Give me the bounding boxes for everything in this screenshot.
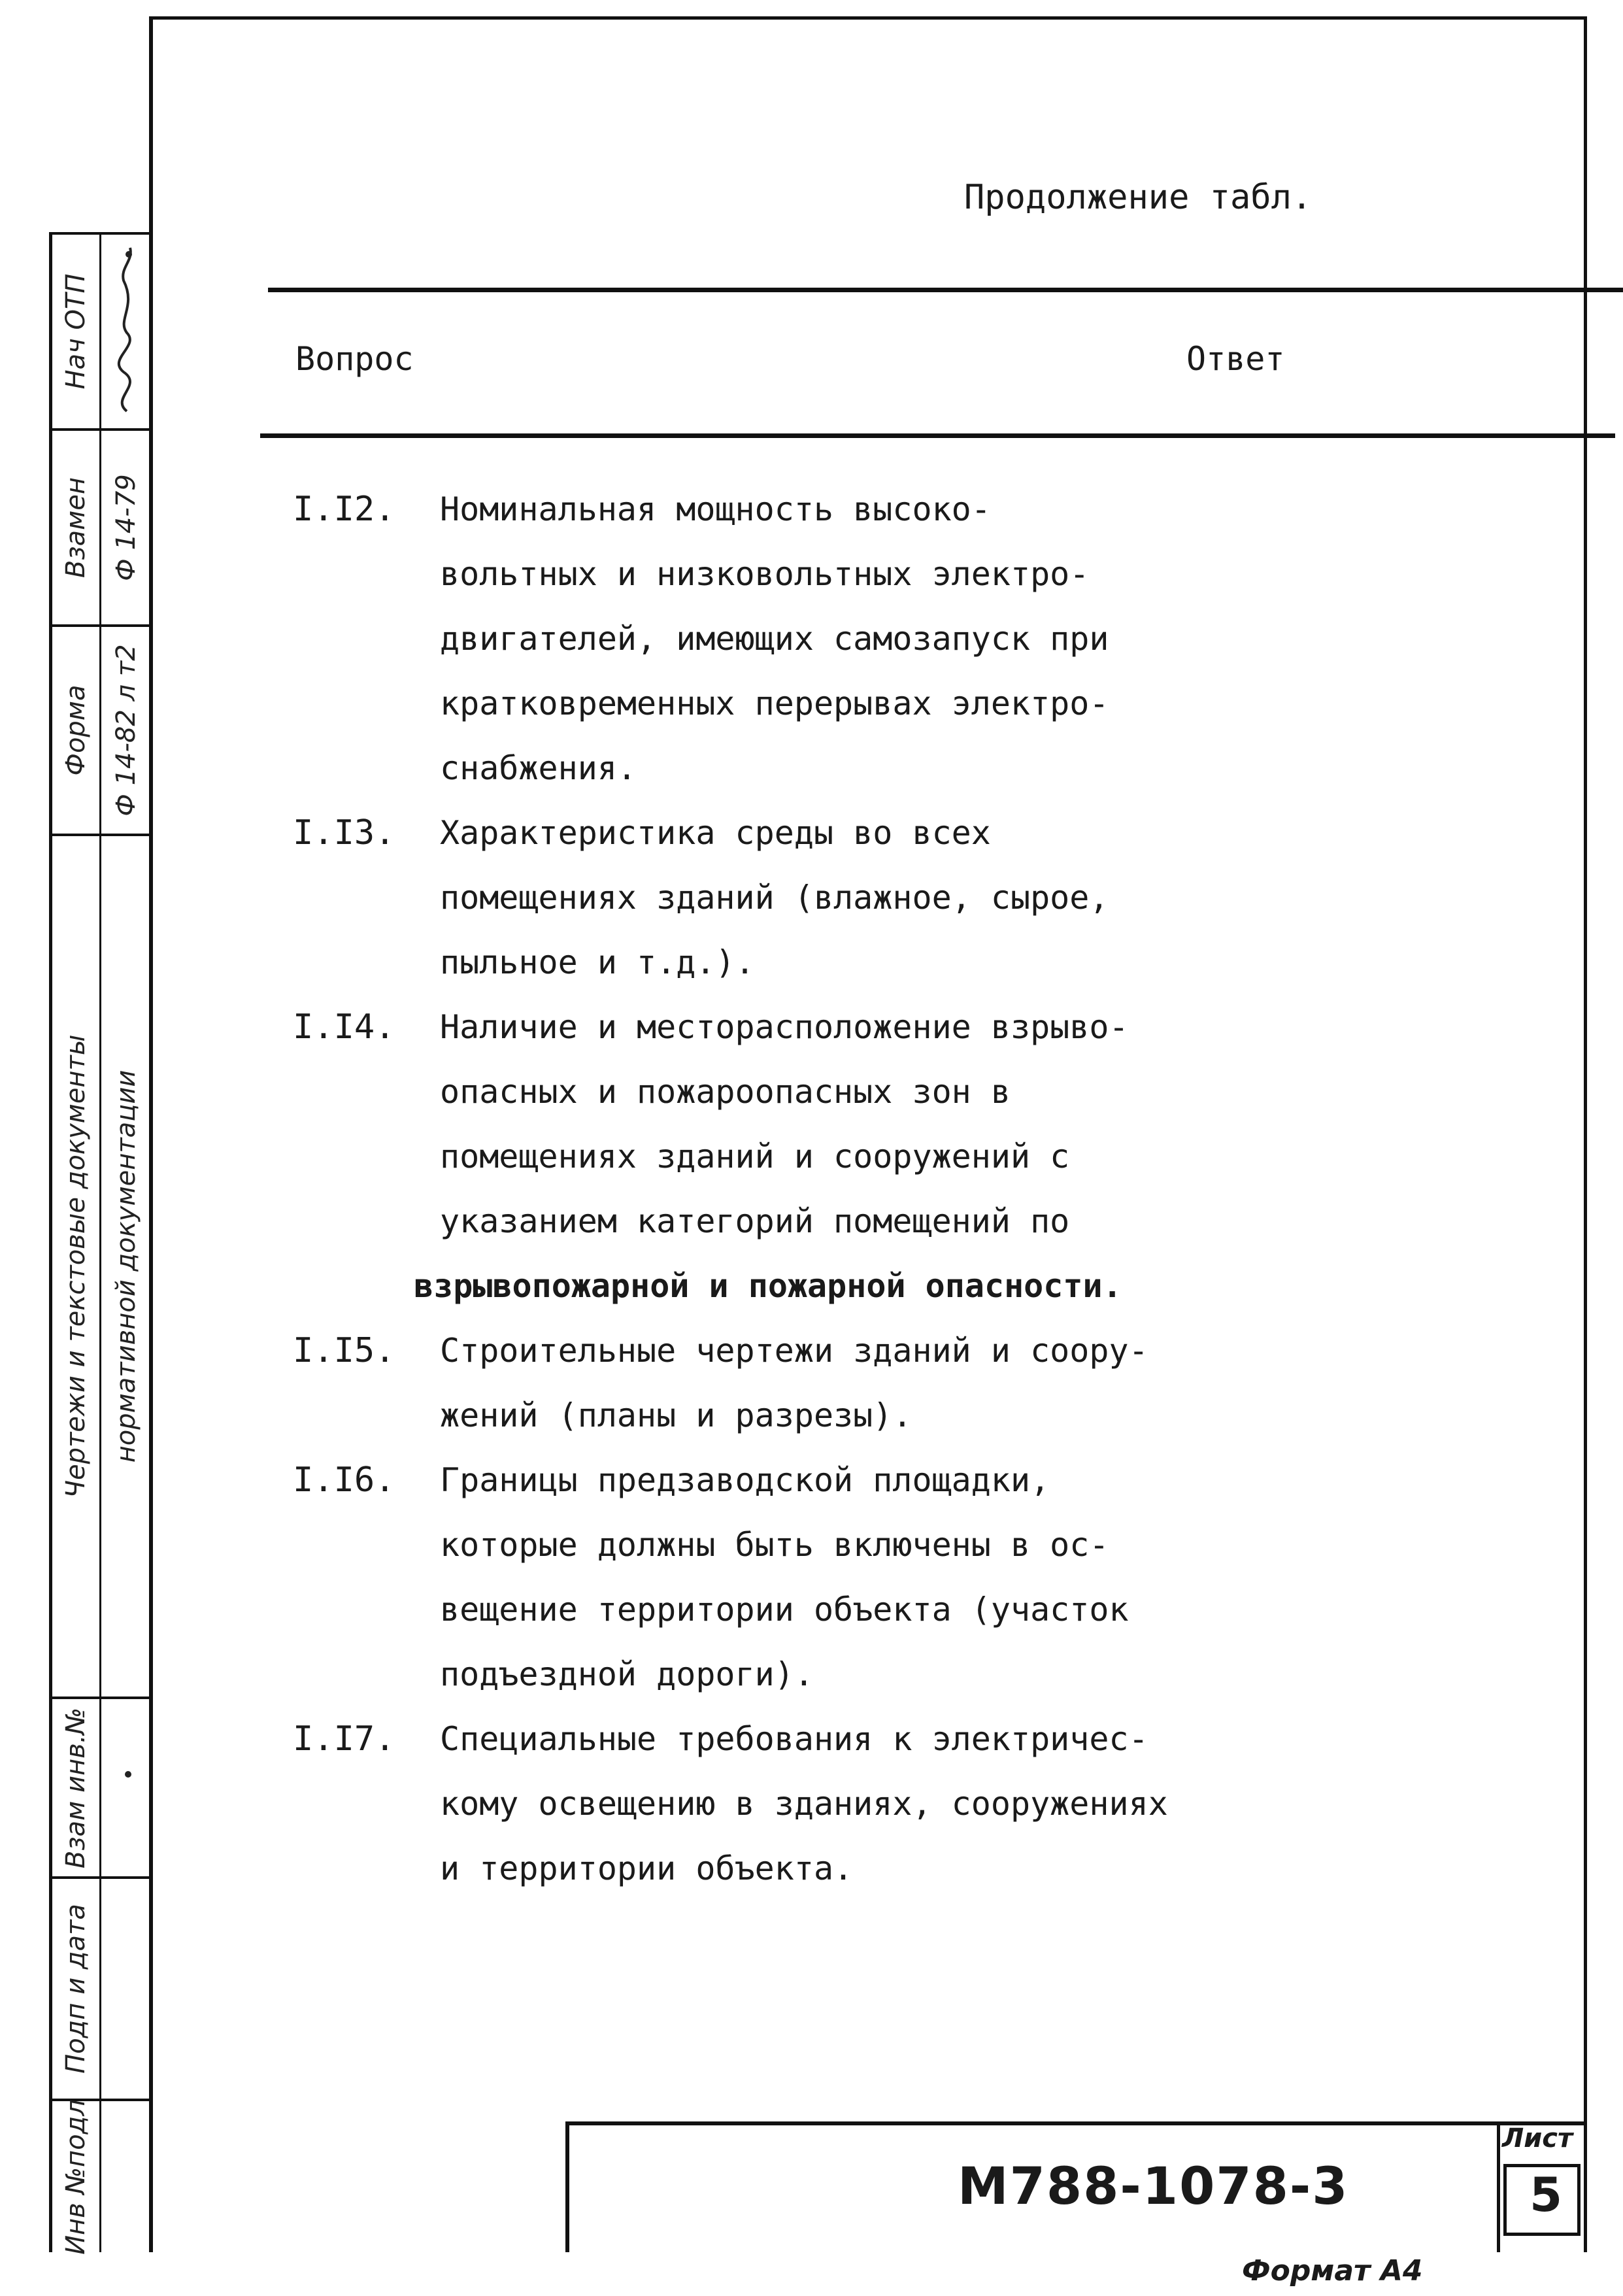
item-line: подъездной дороги). — [440, 1655, 814, 1693]
item-line: кому освещению в зданиях, сооружениях — [440, 1785, 1168, 1823]
list-item — [293, 1707, 1469, 1901]
item-line: Наличие и месторасположение взрыво- — [440, 1008, 1129, 1046]
side-label: нормативной документации — [110, 1070, 141, 1463]
item-text — [440, 1707, 1469, 1901]
item-line: указанием категорий помещений по — [440, 1202, 1070, 1240]
item-number: I.I2. — [293, 490, 395, 529]
continuation-caption: Продолжение табл. — [964, 178, 1313, 217]
item-line: которые должны быть включены в ос- — [440, 1526, 1109, 1564]
side-cell — [52, 2099, 101, 2255]
side-label: Нач ОТП — [61, 273, 91, 390]
item-line: Характеристика среды во всех — [440, 814, 991, 852]
item-line: Номинальная мощность высоко- — [440, 490, 991, 528]
item-line: пыльное и т.д.). — [440, 943, 755, 981]
side-cell — [101, 1876, 152, 2099]
item-number: I.I6. — [293, 1460, 395, 1500]
item-text — [440, 801, 1469, 995]
item-text — [440, 1448, 1469, 1707]
item-line: помещениях зданий (влажное, сырое, — [440, 879, 1109, 917]
side-label: Ф 14-79 — [110, 474, 141, 581]
item-number: I.I7. — [293, 1719, 395, 1759]
side-label: Взам инв.№ — [61, 1707, 91, 1868]
item-line: и территории объекта. — [440, 1849, 854, 1887]
item-line: жений (планы и разрезы). — [440, 1396, 912, 1434]
signature-icon — [104, 241, 150, 424]
side-label: Инв №подл — [61, 2099, 91, 2255]
item-number: I.I5. — [293, 1331, 395, 1370]
sheet-number: 5 — [1530, 2167, 1563, 2222]
table-rule-top — [268, 288, 1623, 292]
side-cell — [101, 624, 152, 834]
side-cell — [101, 1697, 152, 1876]
item-line: кратковременных перерывах электро- — [440, 684, 1109, 722]
item-line-overprinted: взрывопожарной и пожарной опасности. — [414, 1267, 1122, 1305]
list-item — [293, 995, 1469, 1319]
item-line: двигателей, имеющих самозапуск при — [440, 620, 1109, 658]
side-cell — [101, 834, 152, 1697]
column-header-answer: Ответ — [1186, 340, 1285, 378]
item-text — [440, 1319, 1469, 1448]
side-cell — [52, 1697, 101, 1876]
list-item — [293, 477, 1469, 801]
side-cell — [101, 2099, 152, 2252]
side-cell — [101, 232, 152, 428]
item-text — [440, 477, 1469, 801]
item-number: I.I3. — [293, 813, 395, 853]
item-line: помещениях зданий и сооружений с — [440, 1138, 1070, 1175]
column-header-question: Вопрос — [295, 340, 414, 378]
side-cell — [52, 624, 101, 834]
side-title-block — [49, 232, 149, 2255]
question-list — [293, 477, 1469, 1901]
side-label: Форма — [61, 684, 91, 776]
list-item — [293, 1448, 1469, 1707]
item-line: снабжения. — [440, 749, 637, 787]
item-line: опасных и пожароопасных зон в — [440, 1073, 1011, 1111]
list-item — [293, 1319, 1469, 1448]
item-line: вольтных и низковольтных электро- — [440, 555, 1090, 593]
table-rule-bottom — [260, 433, 1615, 438]
page-format: Формат А4 — [1242, 2254, 1423, 2288]
item-number: I.I4. — [293, 1007, 395, 1047]
side-label: Подп и дата — [61, 1904, 91, 2074]
item-line: Границы предзаводской площадки, — [440, 1461, 1050, 1499]
side-label: Ф 14-82 л т2 — [110, 644, 141, 817]
side-label: Чертежи и текстовые документы — [61, 1034, 91, 1498]
item-line: Строительные чертежи зданий и соору- — [440, 1332, 1148, 1370]
side-cell — [52, 834, 101, 1697]
sheet-label: Лист — [1502, 2123, 1573, 2153]
item-text — [414, 995, 1469, 1319]
side-cell — [52, 428, 101, 624]
side-cell — [52, 1876, 101, 2099]
list-item — [293, 801, 1469, 995]
document-code: М788-1078-3 — [958, 2157, 1349, 2216]
item-line: Специальные требования к электричес- — [440, 1720, 1148, 1758]
item-line: вещение территории объекта (участок — [440, 1591, 1129, 1629]
side-cell — [52, 232, 101, 428]
dot-mark — [125, 1771, 131, 1778]
side-label: Взамен — [61, 477, 91, 579]
side-cell — [101, 428, 152, 624]
